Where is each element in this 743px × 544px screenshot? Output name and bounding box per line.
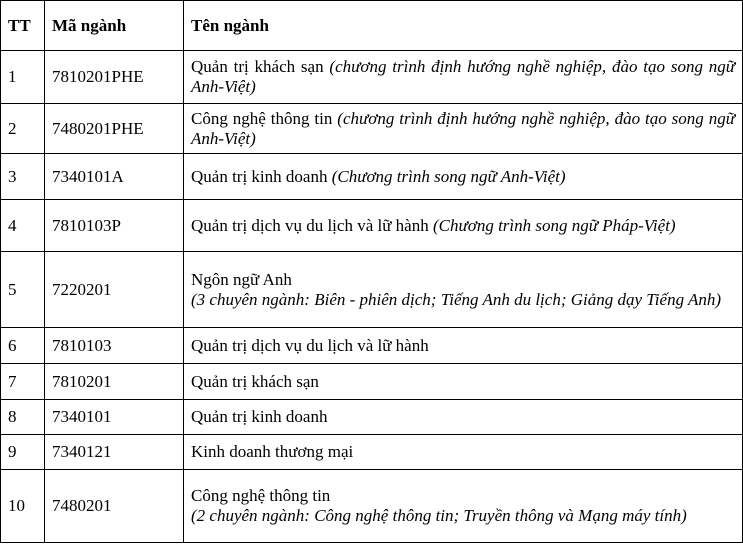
row-name-cell [184,328,743,364]
row-name: Quản trị khách sạn [191,57,324,76]
row-code: 7480201PHE [45,104,184,154]
row-name-cell [184,400,743,435]
row-name-cell [184,435,743,470]
row-name-cell [184,252,743,328]
row-tt: 7 [1,364,45,400]
row-note: (Chương trình song ngữ Anh-Việt) [331,166,566,186]
table-row [1,252,743,328]
row-name-cell [184,200,743,252]
row-name-cell [184,154,743,200]
table-row [1,328,743,364]
row-name-cell [184,51,743,104]
row-tt: 6 [1,328,45,364]
row-tt: 2 [1,104,45,154]
row-name: Quản trị kinh doanh [191,407,328,426]
row-tt: 4 [1,200,45,252]
row-name: Kinh doanh thương mại [191,442,354,461]
row-code: 7220201 [45,252,184,328]
row-code: 7810201 [45,364,184,400]
header-name: Tên ngành [184,1,743,51]
row-note: (Chương trình song ngữ Pháp-Việt) [432,215,676,235]
table-row [1,104,743,154]
table-row [1,51,743,104]
table-row [1,154,743,200]
row-code: 7340121 [45,435,184,470]
header-row [1,1,743,51]
row-note: (chương trình định hướng nghề nghiệp, đào tạo song ngữ Anh-Việt) [191,57,736,96]
row-tt: 3 [1,154,45,200]
row-code: 7480201 [45,470,184,543]
row-name: Quản trị khách sạn [191,371,319,391]
header-code: Mã ngành [45,1,184,51]
row-tt: 8 [1,400,45,435]
row-code: 7810201PHE [45,51,184,104]
row-name-cell [184,104,743,154]
table-row [1,470,743,543]
row-note: (2 chuyên ngành: Công nghệ thông tin; Truyền thông và Mạng máy tính) [191,506,687,525]
row-tt: 10 [1,470,45,543]
row-tt: 1 [1,51,45,104]
row-name-cell [184,364,743,400]
row-name: Quản trị dịch vụ du lịch và lữ hành [191,335,429,355]
row-name: Công nghệ thông tin [191,486,331,505]
row-name-cell [184,470,743,543]
row-name: Ngôn ngữ Anh [191,269,292,289]
row-name: Quản trị dịch vụ du lịch và lữ hành [191,215,429,235]
row-note: (3 chuyên ngành: Biên - phiên dịch; Tiếng Anh du lịch; Giảng dạy Tiếng Anh) [191,289,722,309]
table-row [1,200,743,252]
row-code: 7810103P [45,200,184,252]
header-tt: TT [1,1,45,51]
table-row [1,400,743,435]
row-code: 7810103 [45,328,184,364]
row-code: 7340101 [45,400,184,435]
table-row [1,435,743,470]
table-row [1,364,743,400]
row-note: (chương trình định hướng nghề nghiệp, đào tạo song ngữ Anh-Việt) [191,108,735,148]
row-code: 7340101A [45,154,184,200]
row-name: Công nghệ thông tin [191,108,333,128]
row-tt: 9 [1,435,45,470]
row-name: Quản trị kinh doanh [191,166,328,186]
row-tt: 5 [1,252,45,328]
